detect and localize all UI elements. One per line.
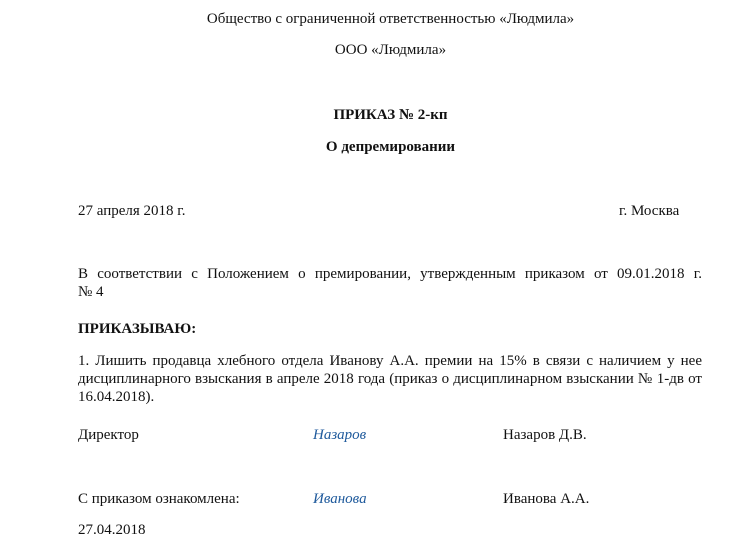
order-basis <box>78 265 702 301</box>
director-label: Директор <box>78 427 139 443</box>
order-title: ПРИКАЗ № 2-кп <box>333 107 448 123</box>
organization-short-name: ООО «Людмила» <box>334 42 447 58</box>
order-basis-line-2: № 4 <box>78 284 104 300</box>
order-date: 27 апреля 2018 г. <box>78 203 186 219</box>
employee-signature: Иванова <box>313 491 367 507</box>
director-name: Назаров Д.В. <box>503 427 587 443</box>
acknowledgement-date: 27.04.2018 <box>78 522 146 538</box>
employee-name: Иванова А.А. <box>503 491 590 507</box>
order-basis-line-1: В соответствии с Положением о премировании, утвержденным приказом от 09.01.2018 г. <box>78 266 702 282</box>
order-city: г. Москва <box>619 203 680 219</box>
order-command: ПРИКАЗЫВАЮ: <box>78 321 197 337</box>
order-subject: О депремировании <box>325 139 456 155</box>
order-item-1: 1. Лишить продавца хлебного отдела Иванову А.А. премии на 15% в связи с наличием у нее дисциплинарного взыскания в апреле 2018 года (приказ о дисциплинарном взыскании № 1-дв от 16.04.2018). <box>78 353 702 405</box>
director-signature: Назаров <box>313 427 367 443</box>
organization-full-name: Общество с ограниченной ответственностью «Людмила» <box>206 11 575 27</box>
acknowledgement-label: С приказом ознакомлена: <box>78 491 240 507</box>
